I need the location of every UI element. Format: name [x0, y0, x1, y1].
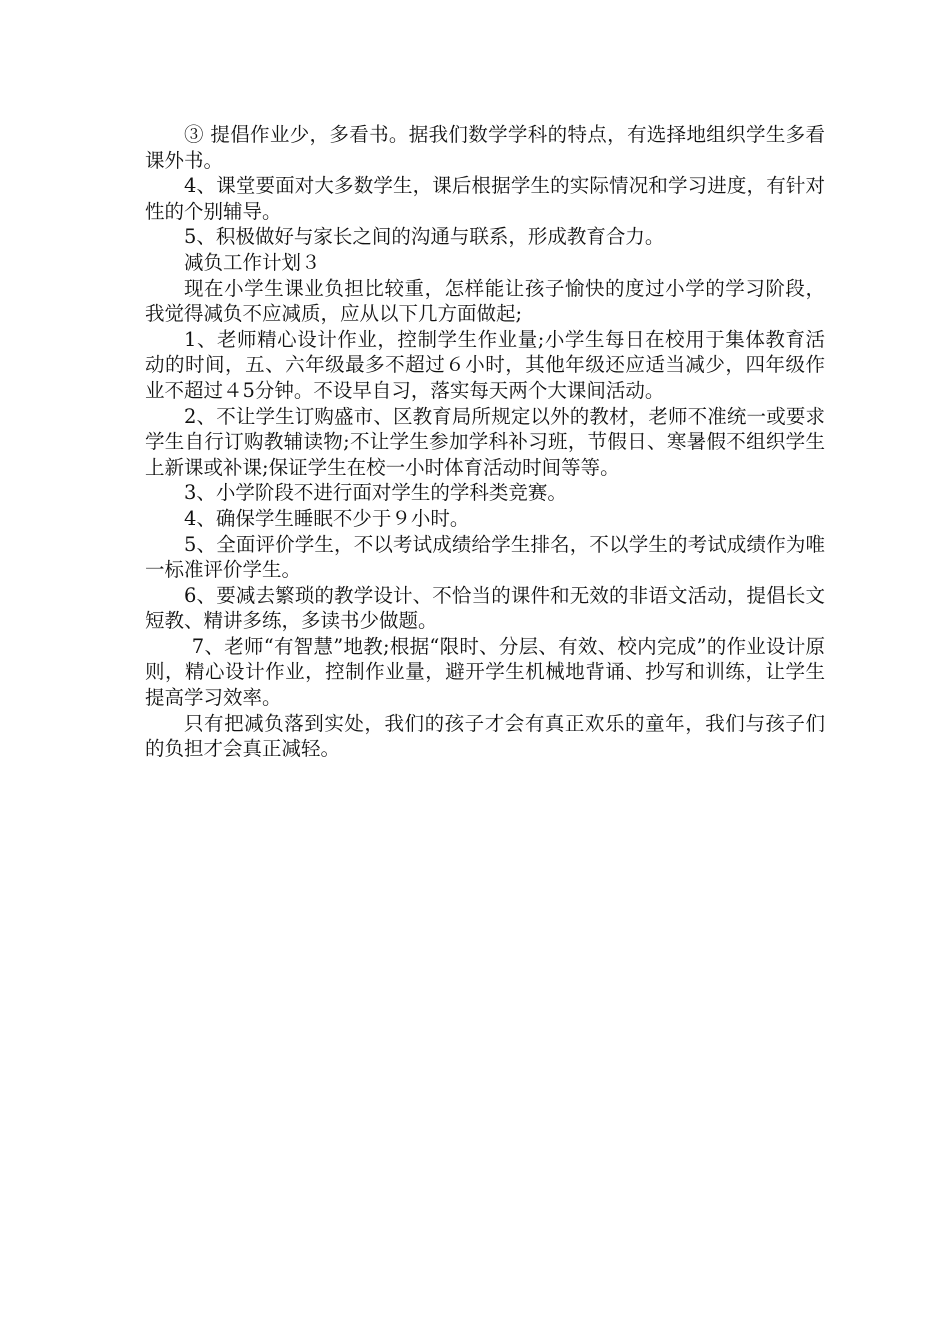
paragraph-plan-2: 2、不让学生订购盛市、区教育局所规定以外的教材，老师不准统一或要求学生自行订购教辅读物;不让学生参加学科补习班，节假日、寒暑假不组织学生上新课或补课;保证学生在校一小时体育活动时间等等。 [145, 404, 825, 479]
paragraph-item-4: 4、课堂要面对大多数学生，课后根据学生的实际情况和学习进度，有针对性的个别辅导。 [145, 174, 825, 223]
paragraph-plan-5: 5、全面评价学生，不以考试成绩给学生排名，不以学生的考试成绩作为唯一标准评价学生。 [145, 532, 825, 582]
paragraph-plan-6: 6、要减去繁琐的教学设计、不恰当的课件和无效的非语文活动，提倡长文短教、精讲多练，多读书少做题。 [145, 583, 825, 633]
paragraph-plan-1: 1、老师精心设计作业，控制学生作业量;小学生每日在校用于集体教育活动的时间，五、六年级最多不超过６小时，其他年级还应适当减少，四年级作业不超过４5分钟。不设早自习，落实每天两个大课间活动。 [145, 327, 825, 402]
paragraph-item-5: 5、积极做好与家长之间的沟通与联系，形成教育合力。 [184, 225, 665, 249]
section-heading: 减负工作计划３ [184, 250, 321, 274]
paragraph-conclusion: 只有把减负落到实处，我们的孩子才会有真正欢乐的童年，我们与孩子们的负担才会真正减轻。 [145, 711, 825, 761]
paragraph-tip-3: ③ 提倡作业少，多看书。据我们数学学科的特点，有选择地组织学生多看课外书。 [145, 123, 825, 172]
paragraph-plan-3: 3、小学阶段不进行面对学生的学科类竞赛。 [184, 481, 567, 505]
paragraph-plan-4: 4、确保学生睡眠不少于９小时。 [184, 506, 470, 530]
paragraph-intro: 现在小学生课业负担比较重，怎样能让孩子愉快的度过小学的学习阶段，我觉得减负不应减质，应从以下几方面做起; [145, 276, 825, 326]
paragraph-plan-7: 7、老师“有智慧”地教;根据“限时、分层、有效、校内完成”的作业设计原则，精心设计作业，控制作业量，避开学生机械地背诵、抄写和训练，让学生提高学习效率。 [145, 634, 825, 710]
document-body [145, 122, 825, 762]
